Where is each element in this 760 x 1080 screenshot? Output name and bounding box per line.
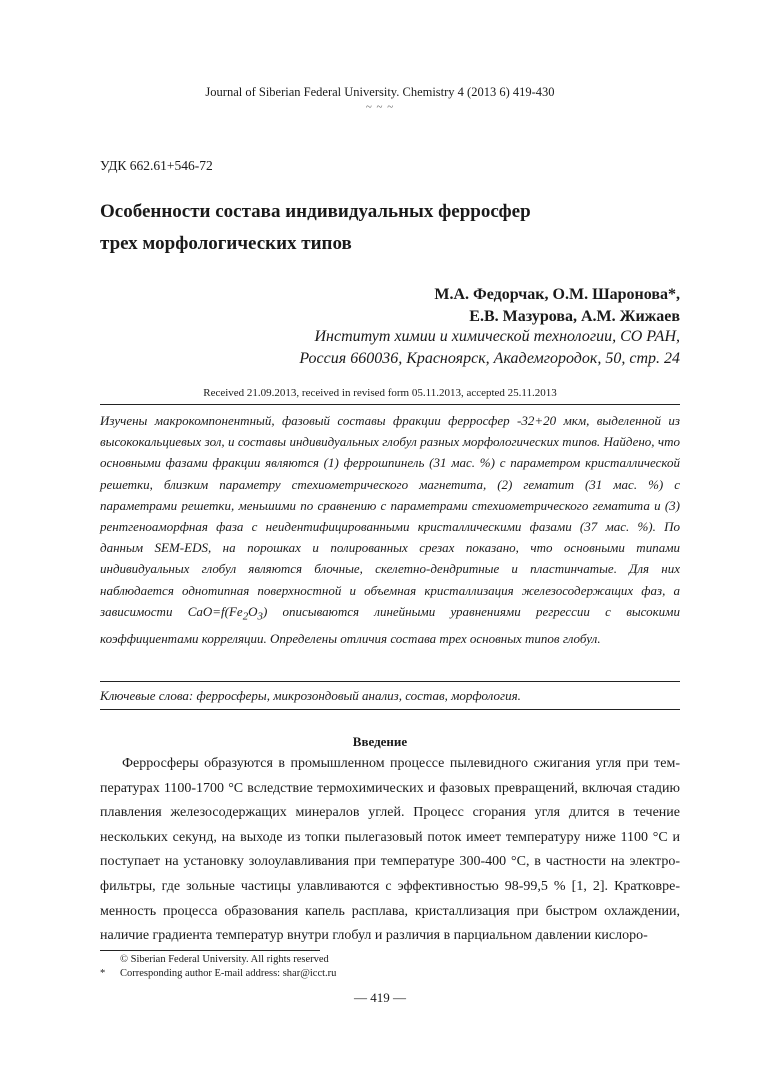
footnote-corresponding [100,967,500,981]
abstract-top-rule [100,404,680,405]
abstract-text-1: Изучены макрокомпонентный, фазовый составы фракции ферросфер -32+20 мкм, выделенной из высококальциевых зол, и составы индивидуальных глобул разных морфологических типов. Найдено, что основными фазами фракции являются (1) феррошпинель (31 мас. %) с параметром кристаллической решетки, близким параметру стехиометрического магнетита, (2) гематит (31 мас. %) с параметрами решетки, меньшими по сравнению с параметрами стехиометрического гематита и (3) рентгеноаморфная фаза с неидентифицированными кристаллическими фазами (37 мас. %). По данным SEM-EDS, на порошках и полированных срезах показано, что основными типами индивидуальных глобул являются блочные, скелетно-дендритные и пластинчатые. Для них наблюдается однотипная поверхностной и объемная кристаллизация железосодержащих фаз, а зависимости [100,413,680,619]
udk-code: УДК 662.61+546-72 [100,158,213,173]
footnote-copyright [100,953,500,967]
formula-o: O [248,603,258,619]
footnote-text: © Siberian Federal University. All rights reserved [120,954,329,965]
header-ornament: ~ ~ ~ [365,101,395,113]
title-line-2: трех морфологических типов [100,233,352,254]
received-dates: Received 21.09.2013, received in revised form 05.11.2013, accepted 25.11.2013 [203,387,557,399]
keywords: Ключевые слова: ферросферы, микрозондовый анализ, состав, морфология. [100,688,521,703]
abstract [100,410,680,649]
section-title: Введение [352,734,408,749]
intro-paragraph: Ферросферы образуются в промышленном процессе пылевидного сжигания угля при температурах 1100-1700 °С вследствие термохимических и фазовых превращений, включая стадию плавления железосодержащих минералов углей. Процесс сгорания угля длится в течение нескольких секунд, на выходе из топки пылегазовый поток имеет температуру ниже 1100 °С и поступает на установку золоулавливания при температуре 300-400 °С, в частности на электрофильтры, где зольные частицы улавливаются с эффективностью 98-99,5 % [1, 2]. Кратковременность процесса образования капель расплава, кристаллизация при быстром охлаждении, наличие градиента температур внутри глобул и различия в парциальном давлении кислоро- [100,756,680,944]
authors-line-2: Е.В. Мазурова, А.М. Жижаев [469,308,680,325]
affiliation-line-2: Россия 660036, Красноярск, Академгородок, 50, стр. 24 [299,350,680,367]
formula-sub2: 3 [257,610,263,623]
keywords-bottom-rule [100,709,680,710]
footnote-mark: * [100,968,106,979]
formula-lhs: CaO= [187,603,222,619]
affiliation [100,326,680,370]
footnote-rule [100,950,320,951]
formula [187,603,268,623]
formula-open: (Fe [224,603,243,619]
keywords-top-rule [100,681,680,682]
title-line-1: Особенности состава индивидуальных ферросфер [100,201,531,222]
affiliation-line-1: Институт химии и химической технологии, СО РАН, [314,328,680,345]
abstract-text-2: описываются линейными уравнениями регрессии с высокими коэффициентами корреляции. Определены отличия состава трех основных типов глобул. [100,603,680,646]
formula-close: ) [262,603,268,619]
authors-line-1: М.А. Федорчак, О.М. Шаронова*, [434,286,680,303]
footnotes [100,953,500,981]
article-title [100,196,660,260]
footnote-text: Corresponding author E-mail address: shar@icct.ru [120,968,337,979]
journal-header: Journal of Siberian Federal University. Chemistry 4 (2013 6) 419-430 [205,85,555,99]
authors [100,284,680,328]
formula-sub1: 2 [242,610,249,623]
page-number: — 419 — [354,990,406,1005]
formula-f: f [221,603,225,619]
